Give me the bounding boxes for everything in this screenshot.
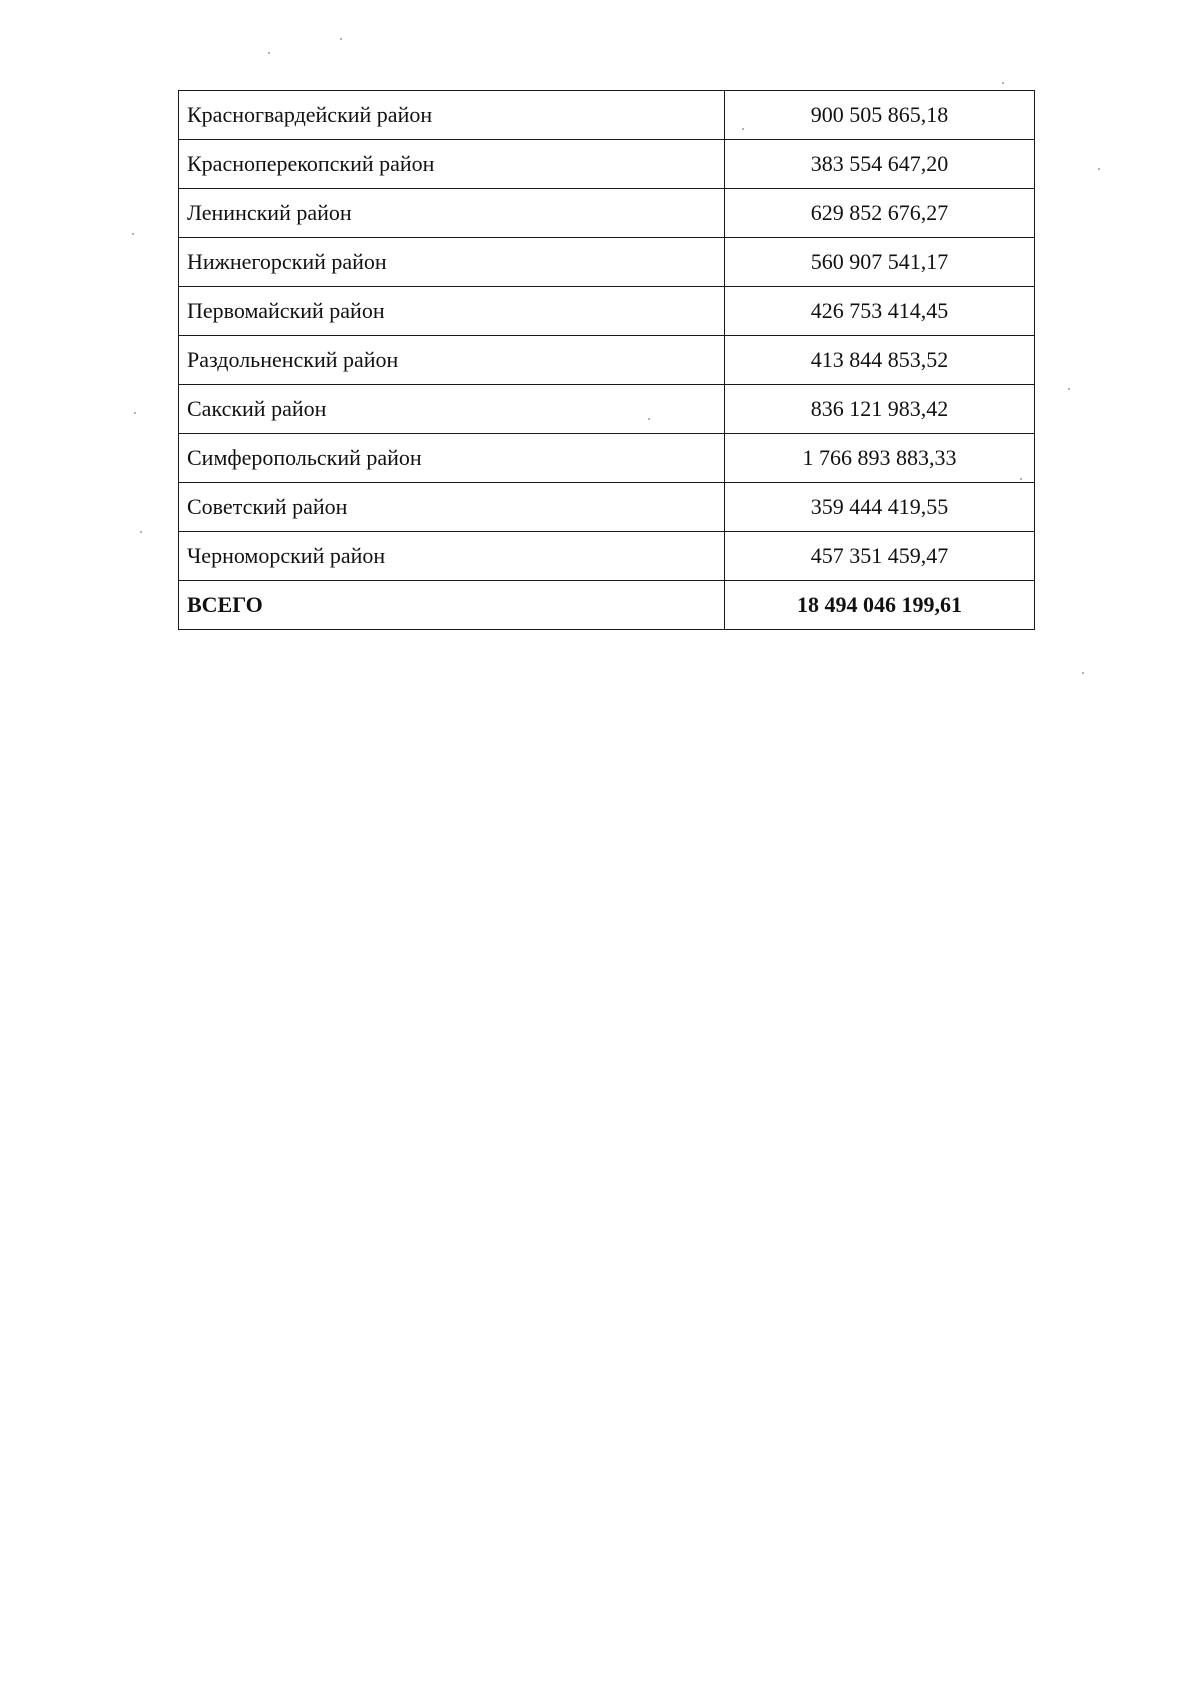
table-row	[179, 336, 1035, 385]
scan-speck	[1082, 672, 1084, 674]
district-budget-table	[178, 90, 1035, 630]
district-amount: 426 753 414,45	[725, 287, 1035, 336]
district-amount: 629 852 676,27	[725, 189, 1035, 238]
table-row	[179, 140, 1035, 189]
table-row	[179, 189, 1035, 238]
district-name: Советский район	[179, 483, 725, 532]
table-row	[179, 532, 1035, 581]
table-row	[179, 91, 1035, 140]
district-amount: 1 766 893 883,33	[725, 434, 1035, 483]
district-name: Нижнегорский район	[179, 238, 725, 287]
district-amount: 383 554 647,20	[725, 140, 1035, 189]
district-name: Первомайский район	[179, 287, 725, 336]
district-amount: 359 444 419,55	[725, 483, 1035, 532]
district-amount: 560 907 541,17	[725, 238, 1035, 287]
table-row	[179, 434, 1035, 483]
district-name: Красногвардейский район	[179, 91, 725, 140]
district-name: Ленинский район	[179, 189, 725, 238]
scan-speck	[742, 128, 744, 130]
district-amount: 900 505 865,18	[725, 91, 1035, 140]
table-row	[179, 238, 1035, 287]
scan-speck	[1020, 478, 1022, 480]
scan-speck	[648, 418, 650, 420]
scan-speck	[1098, 168, 1100, 170]
scan-speck	[132, 233, 134, 235]
district-name: Черноморский район	[179, 532, 725, 581]
scan-speck	[268, 52, 270, 54]
district-name: Симферопольский район	[179, 434, 725, 483]
scan-speck	[340, 38, 342, 40]
scan-speck	[1068, 388, 1070, 390]
district-name: Красноперекопский район	[179, 140, 725, 189]
table-row	[179, 483, 1035, 532]
district-name: Раздольненский район	[179, 336, 725, 385]
total-label: ВСЕГО	[179, 581, 725, 630]
district-amount: 836 121 983,42	[725, 385, 1035, 434]
table-row	[179, 385, 1035, 434]
scan-speck	[1002, 82, 1004, 84]
district-amount: 457 351 459,47	[725, 532, 1035, 581]
district-name: Сакский район	[179, 385, 725, 434]
total-amount: 18 494 046 199,61	[725, 581, 1035, 630]
district-amount: 413 844 853,52	[725, 336, 1035, 385]
scan-speck	[140, 531, 142, 533]
table-row	[179, 287, 1035, 336]
total-row	[179, 581, 1035, 630]
scan-speck	[134, 412, 136, 414]
